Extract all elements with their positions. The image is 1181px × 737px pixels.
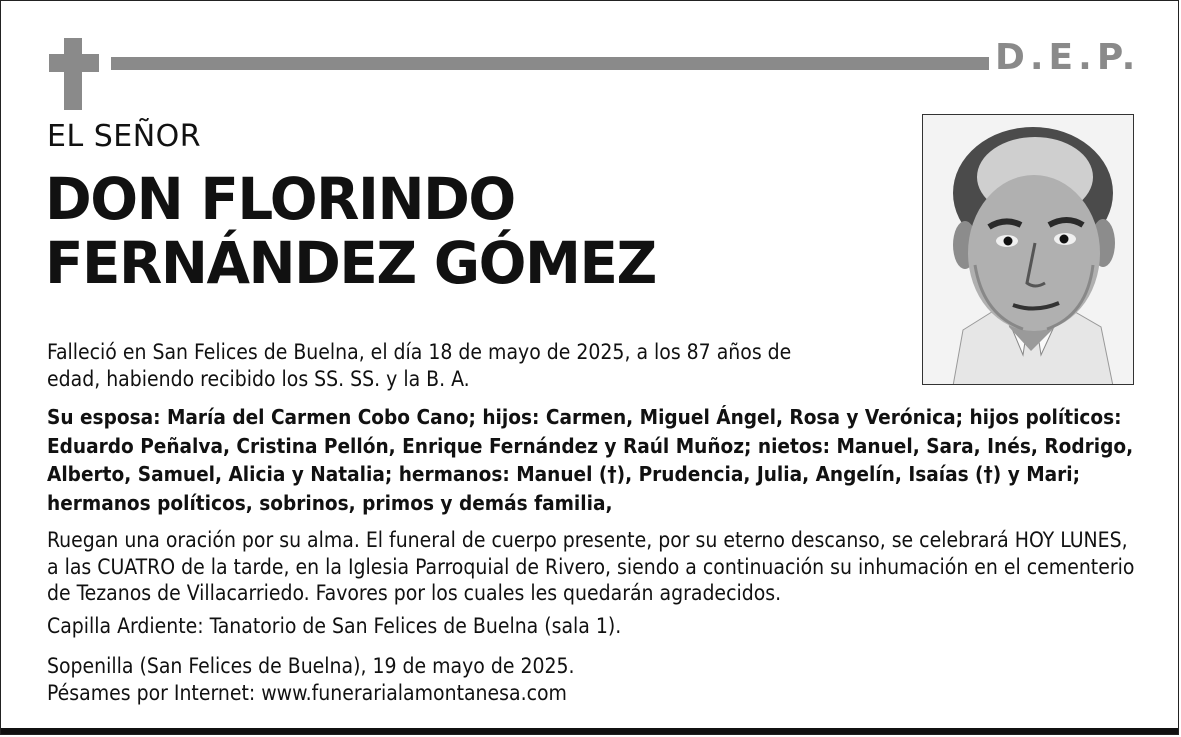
dep-label: D.E.P. xyxy=(995,37,1141,78)
cross-icon xyxy=(64,38,82,110)
deceased-name xyxy=(45,167,656,295)
deceased-name-line1: DON FLORINDO xyxy=(45,165,515,233)
condolences-web: Pésames por Internet: www.funerarialamontanesa.com xyxy=(47,681,567,705)
funeral-details: Ruegan una oración por su alma. El funeral de cuerpo presente, por su eterno descanso, se celebrará HOY LUNES, a las CUATRO de la tarde, en la Iglesia Parroquial de Rivero, siendo a continuación su inhumación en el cementerio de Tezanos de Villacarriedo. Favores por los cuales les quedarán agradecidos. xyxy=(47,528,1135,605)
portrait-photo xyxy=(922,114,1134,385)
cross-icon-bar xyxy=(49,54,99,72)
deceased-title: EL SEÑOR xyxy=(47,119,202,154)
place-date: Sopenilla (San Felices de Buelna), 19 de mayo de 2025. xyxy=(47,654,575,678)
deceased-name-line2: FERNÁNDEZ GÓMEZ xyxy=(45,229,656,297)
header-rule xyxy=(111,57,989,70)
family-list: Su esposa: María del Carmen Cobo Cano; hijos: Carmen, Miguel Ángel, Rosa y Verónica; hijos políticos: Eduardo Peñalva, Cristina Pellón, Enrique Fernández y Raúl Muñoz; nietos: Manuel, Sara, Inés, Rodrigo, Alberto, Samuel, Alicia y Natalia; hermanos: Manuel (†), Prudencia, Julia, Angelín, Isaías (†) y Mari; hermanos políticos, sobrinos, primos y demás familia, xyxy=(47,405,1134,515)
chapel-location: Capilla Ardiente: Tanatorio de San Felices de Buelna (sala 1). xyxy=(47,614,622,638)
bottom-border xyxy=(1,728,1178,734)
death-statement: Falleció en San Felices de Buelna, el día 18 de mayo de 2025, a los 87 años de edad, habiendo recibido los SS. SS. y la B. A. xyxy=(47,340,792,391)
